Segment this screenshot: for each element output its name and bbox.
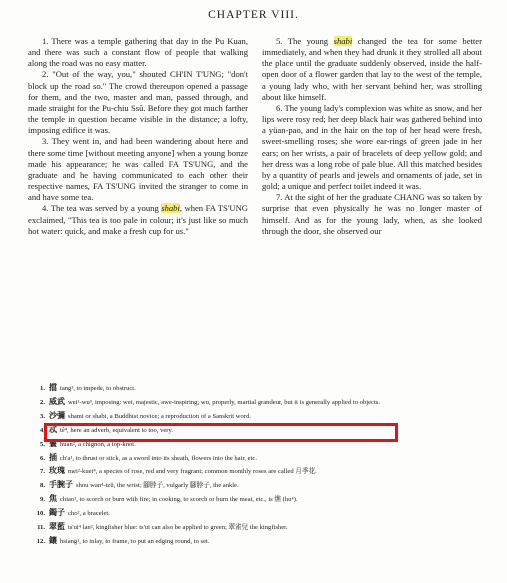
highlighted-word: shabi bbox=[333, 36, 353, 46]
footnote-chars: 威武 bbox=[49, 396, 65, 406]
footnote-number: 5. bbox=[40, 440, 45, 448]
paragraph-5: 5. The young shabi changed the tea for some better immediately, and when they had drunk it they strolled all about the place until the graduate suddenly observed, inside the half-open door of a flower garden that lay to the west of the temple, a young lady who, with her servant behind her, was strolling about like himself. bbox=[262, 36, 482, 102]
footnote-chars: 手腕子 bbox=[49, 480, 73, 490]
footnote-chars: 鬟 bbox=[49, 438, 57, 448]
footnote-3 bbox=[28, 410, 486, 424]
footnote-chars: 翠藍 bbox=[49, 522, 65, 532]
footnote-text: shami or shabi, a Buddhist novice; a reproduction of a Sanskrit word. bbox=[68, 412, 251, 420]
footnote-text: huan², a chignon, a top-knot. bbox=[60, 440, 136, 448]
footnote-text: tê⁴, here an adverb, equivalent to too, very. bbox=[60, 426, 174, 434]
footnote-chars: 擋 bbox=[49, 383, 57, 392]
footnote-number: 2. bbox=[40, 398, 45, 406]
footnote-number: 9. bbox=[40, 496, 45, 504]
footnote-7 bbox=[28, 465, 486, 479]
highlighted-word: shabi bbox=[161, 203, 180, 214]
footnote-8 bbox=[28, 479, 486, 493]
chapter-title: CHAPTER VIII. bbox=[208, 9, 299, 21]
footnote-text: ts'ui⁴ lan², kingfisher blue: ts'ui can also be applied to green; 翠雀兒 the kingfisher. bbox=[68, 524, 288, 532]
footnote-text: chiao¹, to scorch or burn with fire; in cooking, to scorch or burn the meat, etc., is 燋 (hu⁴). bbox=[60, 496, 298, 504]
footnote-chars: 沙彌 bbox=[49, 410, 65, 420]
footnote-10 bbox=[28, 507, 486, 521]
footnote-chars: 忒 bbox=[49, 424, 57, 434]
paragraph-3: 3. They went in, and had been wandering about here and there some time [without meeting anyone] when a young bonze made his appearance; he was called FA TS'UNG, and the graduate and he having communicated to each other their respective names, FA TS'UNG invited the stranger to come in and have some tea. bbox=[28, 136, 248, 203]
footnote-text: wei¹-wu³, imposing: wei, majestic, awe-inspiring; wu, properly, martial grandeur, but it is generally applied to objects. bbox=[68, 398, 380, 406]
footnote-chars: 焦 bbox=[49, 494, 57, 504]
footnote-number: 1. bbox=[40, 385, 45, 392]
paragraph-2: 2. "Out of the way, you," shouted CH'IN T'UNG; "don't block up the road so." The crowd thereupon opened a passage for them, and the two, master and man, passed through, and made straight for the Pu-chiu Ssŭ. Before they got much farther the temple in question became visible in the distance; a lofty, imposing edifice it was. bbox=[28, 69, 248, 136]
footnote-text: cho², a bracelet. bbox=[68, 510, 110, 518]
footnote-number: 4. bbox=[40, 426, 45, 434]
footnote-text: ch'a¹, to thrust or stick, as a sword into its sheath, flowers into the hair, etc. bbox=[60, 454, 258, 462]
footnote-number: 12. bbox=[36, 537, 45, 545]
highlight-box bbox=[44, 423, 398, 442]
footnote-1 bbox=[28, 382, 486, 396]
right-column bbox=[262, 36, 482, 237]
footnotes bbox=[28, 382, 486, 549]
footnote-9 bbox=[28, 493, 486, 507]
footnote-6 bbox=[28, 452, 486, 466]
footnote-text: hsiang¹, to inlay, to frame, to put an edging round, to set. bbox=[60, 537, 210, 545]
footnote-chars: 玫瑰 bbox=[49, 466, 65, 476]
footnote-number: 11. bbox=[37, 524, 45, 532]
left-column bbox=[28, 36, 248, 237]
footnote-chars: 插 bbox=[49, 452, 57, 462]
footnote-number: 7. bbox=[40, 468, 45, 476]
footnote-text: tang³, to impede, to obstruct. bbox=[60, 385, 136, 392]
paragraph-7: 7. At the sight of her the graduate CHANG was so taken by surprise that even physically he was no longer master of himself. And as for the young lady, when, as she looked through the door, she observed our bbox=[262, 192, 482, 236]
footnote-2 bbox=[28, 396, 486, 410]
footnote-text: mei²-kuei⁴, a species of rose, red and very fragrant; common monthly roses are called 月季花. bbox=[68, 468, 317, 476]
paragraph-1: 1. There was a temple gathering that day in the Pu Kuan, and there was such a constant flow of people that walking along the road was no easy matter. bbox=[28, 36, 248, 69]
footnote-text: shou wan⁴-tzŭ, the wrist; 腳脖子, vulgarly 腳脖子, the ankle. bbox=[76, 482, 239, 490]
footnote-number: 10. bbox=[36, 510, 45, 518]
footnote-number: 6. bbox=[40, 454, 45, 462]
footnote-12 bbox=[28, 535, 486, 549]
footnote-chars: 鐲子 bbox=[49, 508, 65, 518]
paragraph-6: 6. The young lady's complexion was white as snow, and her lips were rosy red; her deep black hair was gathered behind into a yüan-pao, and in the hair on the top of her head were fresh, sweet-smelling roses; she wore ear-rings of green jade in her ears; on her wrists, a pair of bracelets of deep yellow gold; and her dress was a long robe of pale blue. All this matched besides by a quantity of pearls and jewels and ornaments of jade, set in gold; a unique and perfect toilet indeed it was. bbox=[262, 102, 482, 192]
footnote-number: 8. bbox=[40, 482, 45, 490]
footnote-number: 3. bbox=[40, 412, 45, 420]
paragraph-4: 4. The tea was served by a young shabi, when FA TS'UNG exclaimed, "This tea is too pale in colour; it's just like so much hot water: quick, and make a fresh cup for us." bbox=[28, 203, 248, 236]
footnote-chars: 鑲 bbox=[49, 535, 57, 545]
footnote-11 bbox=[28, 521, 486, 535]
